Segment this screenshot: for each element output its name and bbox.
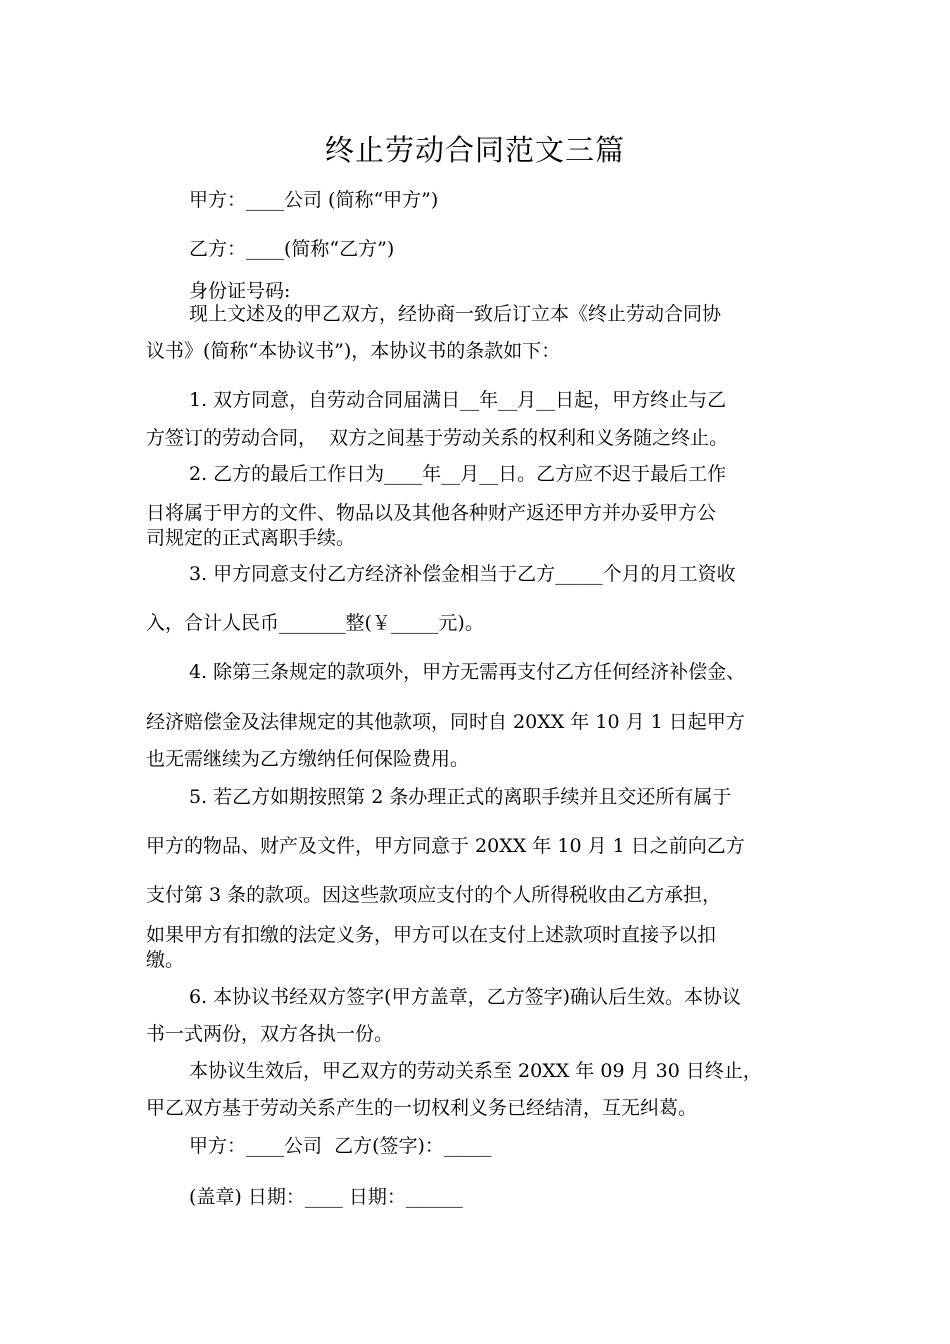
party-b-line: 乙方：____(简称“乙方”) [189, 238, 395, 260]
clause-4-line-2: 经济赔偿金及法律规定的其他款项，同时自 20XX 年 10 月 1 日起甲方 [146, 711, 745, 733]
clause-4-line-3: 也无需继续为乙方缴纳任何保险费用。 [146, 748, 470, 770]
intro-line-1: 现上文述及的甲乙双方，经协商一致后订立本《终止劳动合同协 [189, 303, 722, 325]
clause-2-line-2: 日将属于甲方的文件、物品以及其他各种财产返还甲方并办妥甲方公 [146, 502, 717, 524]
effect-line-1: 本协议生效后，甲乙双方的劳动关系至 20XX 年 09 月 30 日终止， [189, 1060, 762, 1082]
clause-5-line-1: 5. 若乙方如期按照第 2 条办理正式的离职手续并且交还所有属于 [189, 786, 732, 808]
clause-2-line-3: 司规定的正式离职手续。 [146, 527, 356, 549]
signature-line-2: (盖章) 日期：____ 日期：______ [189, 1186, 463, 1208]
intro-line-2: 议书》(简称“本协议书”)，本协议书的条款如下： [146, 340, 561, 362]
effect-line-2: 甲乙双方基于劳动关系产生的一切权利义务已经结清，互无纠葛。 [146, 1097, 698, 1119]
signature-line-1: 甲方：____公司 乙方(签字)：_____ [189, 1135, 492, 1157]
clause-3-line-1: 3. 甲方同意支付乙方经济补偿金相当于乙方_____个月的月工资收 [189, 563, 736, 585]
clause-5-line-3: 支付第 3 条的款项。因这些款项应支付的个人所得税收由乙方承担， [146, 884, 722, 906]
party-a-line: 甲方：____公司 (简称“甲方”) [189, 189, 439, 211]
document-title: 终止劳动合同范文三篇 [324, 133, 625, 167]
id-number-line: 身份证号码: [189, 280, 291, 302]
clause-1-line-1: 1. 双方同意，自劳动合同届满日__年__月__日起，甲方终止与乙 [189, 389, 727, 411]
clause-3-line-2: 入，合计人民币_______整(￥_____元)。 [146, 612, 484, 634]
clause-6-line-2: 书一式两份，双方各执一份。 [146, 1023, 394, 1045]
clause-1-line-2: 方签订的劳动合同， 双方之间基于劳动关系的权利和义务随之终止。 [146, 427, 729, 449]
clause-4-line-1: 4. 除第三条规定的款项外，甲方无需再支付乙方任何经济补偿金、 [189, 661, 746, 683]
clause-2-line-1: 2. 乙方的最后工作日为____年__月__日。乙方应不迟于最后工作 [189, 463, 727, 485]
clause-5-line-2: 甲方的物品、财产及文件，甲方同意于 20XX 年 10 月 1 日之前向乙方 [146, 835, 745, 857]
clause-5-line-5: 缴。 [146, 949, 185, 971]
clause-5-line-4: 如果甲方有扣缴的法定义务，甲方可以在支付上述款项时直接予以扣 [146, 924, 717, 946]
clause-6-line-1: 6. 本协议书经双方签字(甲方盖章，乙方签字)确认后生效。本协议 [189, 986, 741, 1008]
